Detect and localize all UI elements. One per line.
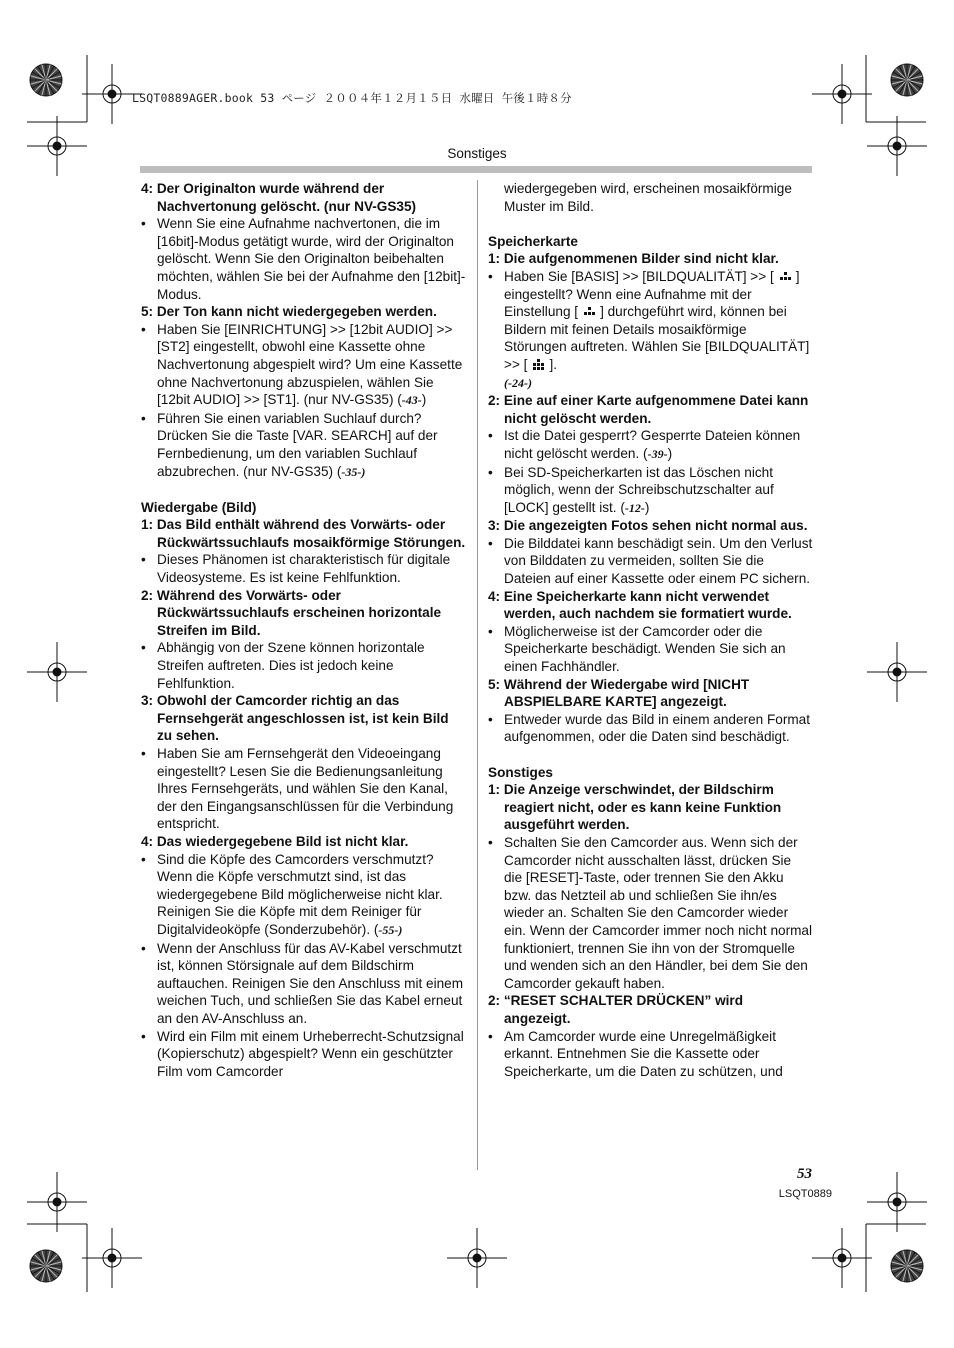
page-reference: -35-) [341, 464, 366, 479]
bullet-item: • Haben Sie [EINRICHTUNG] >> [12bit AUDIO] >> [ST2] eingestellt, obwohl eine Kassette ohne Nachvertonung abgespielt wird? Um eine Kassette ohne Nachvertonung abzuspielen, wählen Sie [12bit AUDIO] >> [ST1]. (nur NV-GS35) (-43-) [141, 321, 466, 410]
quality-normal-icon [580, 306, 598, 317]
item-heading: 2: “RESET SCHALTER DRÜCKEN” wird angezeigt. [488, 993, 744, 1026]
quality-normal-icon [776, 271, 794, 282]
bullet-item: • Bei SD-Speicherkarten ist das Löschen nicht möglich, wenn der Schreibschutzschalter auf [LOCK] gestellt ist. (-12-) [488, 464, 813, 518]
left-column [141, 180, 466, 1080]
section-title: Sonstiges [447, 146, 507, 161]
column-divider [477, 180, 478, 1170]
bullet-item: • Wenn der Anschluss für das AV-Kabel verschmutzt ist, können Störsignale auf dem Bildschirm auftauchen. Reinigen Sie den Anschluss mit einem weichen Tuch, und schließen Sie das Kabel erneut an den AV-Anschluss an. [141, 940, 466, 1028]
page-number: 53 [797, 1166, 812, 1182]
crosshair-target-icon [812, 1228, 872, 1288]
item-heading: 3: Die angezeigten Fotos sehen nicht normal aus. [488, 518, 808, 534]
color-registration-icon [30, 1250, 62, 1282]
page-reference: -43- [401, 393, 422, 408]
item-heading: 1: Das Bild enthält während des Vorwärts- oder Rückwärtssuchlaufs mosaikförmige Störungen. [141, 517, 466, 550]
item-heading: 4: Das wiedergegebene Bild ist nicht klar. [141, 833, 409, 849]
bullet-item: • Sind die Köpfe des Camcorders verschmutzt? Wenn die Köpfe verschmutzt sind, ist das wiedergegebene Bild möglicherweise nicht klar. Reinigen Sie die Köpfe mit dem Reiniger für Digitalvideoköpfe (Sonderzubehör). (-55-) [141, 851, 466, 940]
bullet-item: • Dieses Phänomen ist charakteristisch für digitale Videosysteme. Es ist keine Fehlfunktion. [141, 551, 466, 586]
item-heading: 1: Die Anzeige verschwindet, der Bildschirm reagiert nicht, oder es kann keine Funktion ausgeführt werden. [488, 782, 782, 833]
bullet-item: • Entweder wurde das Bild in einem anderen Format aufgenommen, oder die Daten sind beschädigt. [488, 711, 813, 746]
bullet-item: • Abhängig von der Szene können horizontale Streifen auftreten. Dies ist jedoch keine Fehlfunktion. [141, 639, 466, 692]
color-registration-icon [30, 64, 62, 96]
crosshair-target-icon [447, 1228, 507, 1288]
page-reference: -55-) [378, 922, 403, 937]
bullet-item: • Führen Sie einen variablen Suchlauf durch? Drücken Sie die Taste [VAR. SEARCH] auf der Fernbedienung, um den variablen Suchlauf abzubrechen. (nur NV-GS35) (-35-) [141, 410, 466, 481]
subsection-heading: Speicherkarte [488, 233, 578, 249]
header-rule [140, 166, 812, 173]
color-registration-icon [891, 64, 923, 96]
page-reference: -12- [624, 500, 645, 515]
item-heading: 2: Eine auf einer Karte aufgenommene Datei kann nicht gelöscht werden. [488, 393, 809, 426]
right-column [488, 180, 813, 1080]
bullet-item: • Am Camcorder wurde eine Unregelmäßigkeit erkannt. Entnehmen Sie die Kassette oder Speicherkarte, um die Daten zu schützen, und [488, 1028, 813, 1081]
page-reference: -39- [647, 446, 668, 461]
item-heading: 3: Obwohl der Camcorder richtig an das Fernsehgerät angeschlossen ist, ist kein Bild zu sehen. [141, 693, 449, 744]
crosshair-target-icon [867, 642, 927, 702]
crosshair-target-icon [82, 1228, 142, 1288]
quality-fine-icon [529, 359, 547, 370]
bullet-item: • Wird ein Film mit einem Urheberrecht-Schutzsignal (Kopierschutz) abgespielt? Wenn ein geschützter Film vom Camcorder [141, 1028, 466, 1081]
item-heading: 4: Eine Speicherkarte kann nicht verwendet werden, auch nachdem sie formatiert wurde. [488, 588, 792, 622]
crosshair-target-icon [27, 642, 87, 702]
crosshair-target-icon [812, 64, 872, 124]
bullet-item: • Möglicherweise ist der Camcorder oder die Speicherkarte beschädigt. Wenden Sie sich an einen Fachhändler. [488, 623, 813, 676]
bullet-continuation: wiedergegeben wird, erscheinen mosaikförmige Muster im Bild. [504, 181, 792, 214]
file-header: LSQT0889AGER.book 53 ページ ２００４年１２月１５日 水曜日 午後１時８分 [132, 91, 572, 105]
bullet-item: • Haben Sie am Fernsehgerät den Videoeingang eingestellt? Lesen Sie die Bedienungsanleitung Ihres Fernsehgeräts, und wählen Sie den Kanal, der den Eingangsanschlüssen für die Verbindung entspricht. [141, 745, 466, 833]
bullet-item: • Die Bilddatei kann beschädigt sein. Um den Verlust von Bilddaten zu vermeiden, sollten Sie die Dateien auf einer Kassette oder einem PC sichern. [488, 535, 813, 588]
subsection-heading: Sonstiges [488, 764, 553, 780]
bullet-item: • Haben Sie [BASIS] >> [BILDQUALITÄT] >> [ ] eingestellt? Wenn eine Aufnahme mit der Einstellung [ ] durchgeführt wird, können bei Bildern mit feinen Details mosaikförmige Störungen auftreten. Wählen Sie [BILDQUALITÄT] >> [ ]. (-24-) [488, 268, 813, 392]
document-code: LSQT0889 [778, 1188, 832, 1200]
page-reference: (-24-) [504, 375, 532, 390]
crosshair-target-icon [27, 1172, 87, 1232]
color-registration-icon [891, 1250, 923, 1282]
bullet-item: • Wenn Sie eine Aufnahme nachvertonen, die im [16bit]-Modus getätigt wurde, wird der Originalton gelöscht. Wenn Sie den Originalton beibehalten möchten, wählen Sie bei der Aufnahme den [12bit]-Modus. [141, 215, 466, 303]
crosshair-target-icon [867, 1172, 927, 1232]
item-heading: 4: Der Originalton wurde während der Nachvertonung gelöscht. (nur NV-GS35) [141, 181, 417, 214]
item-heading: 2: Während des Vorwärts- oder Rückwärtssuchlaufs erscheinen horizontale Streifen im Bild. [141, 587, 442, 638]
bullet-item: • Ist die Datei gesperrt? Gesperrte Dateien können nicht gelöscht werden. (-39-) [488, 427, 813, 463]
bullet-item: • Schalten Sie den Camcorder aus. Wenn sich der Camcorder nicht ausschalten lässt, drücken Sie die [RESET]-Taste, oder trennen Sie den Akku bzw. das Netzteil ab und schließen Sie ihn/es wieder an. Schalten Sie den Camcorder wieder ein. Wenn der Camcorder immer noch nicht normal funktioniert, trennen Sie ihn von der Stromquelle und wenden sich an den Händler, bei dem Sie den Camcorder gekauft haben. [488, 834, 813, 992]
item-heading: 1: Die aufgenommenen Bilder sind nicht klar. [488, 251, 779, 267]
item-heading: 5: Während der Wiedergabe wird [NICHT ABSPIELBARE KARTE] angezeigt. [488, 676, 750, 710]
subsection-heading: Wiedergabe (Bild) [141, 499, 257, 515]
item-heading: 5: Der Ton kann nicht wiedergegeben werden. [141, 304, 437, 320]
